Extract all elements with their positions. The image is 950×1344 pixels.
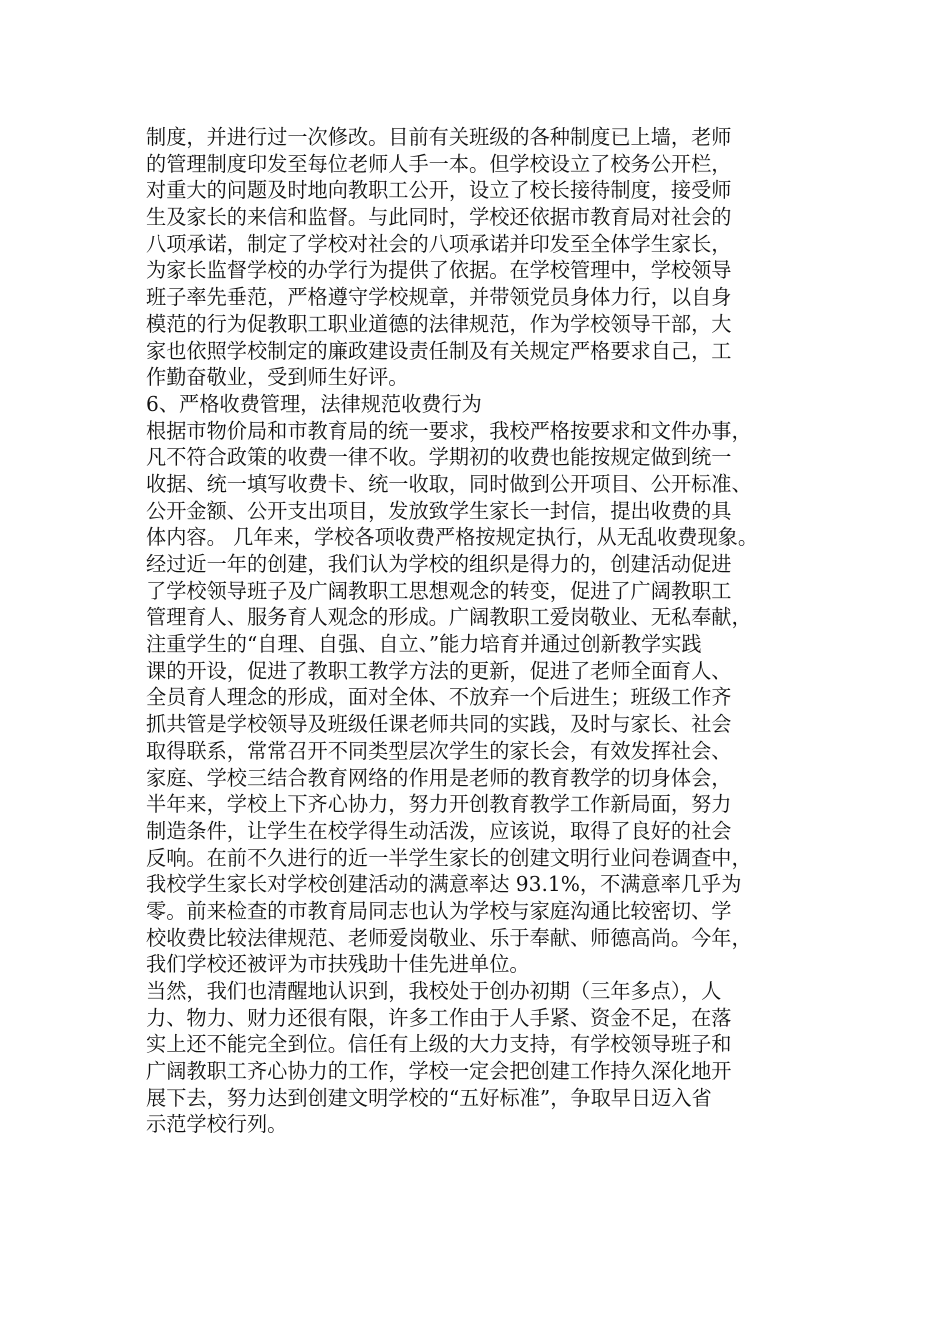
text-line: 反响。在前不久进行的近一半学生家长的创建文明行业问卷调查中， — [146, 845, 752, 870]
text-line: 对重大的问题及时地向教职工公开，设立了校长接待制度，接受师 — [146, 178, 732, 203]
text-line: 管理育人、服务育人观念的形成。广阔教职工爱岗敬业、无私奉献， — [146, 605, 752, 630]
text-line: 示范学校行列。 — [146, 1112, 288, 1137]
text-line: 我校学生家长对学校创建活动的满意率达 93.1%，不满意率几乎为 — [146, 872, 742, 897]
text-line: 校收费比较法律规范、老师爱岗敬业、乐于奉献、师德高尚。今年， — [146, 925, 752, 950]
text-line: 当然，我们也清醒地认识到，我校处于创办初期（三年多点），人 — [146, 979, 722, 1003]
text-line: 6、严格收费管理，法律规范收费行为 — [146, 391, 482, 416]
text-line: 体内容。 几年来，学校各项收费严格按规定执行，从无乱收费现象。 — [146, 525, 759, 550]
text-line: 为家长监督学校的办学行为提供了依据。在学校管理中，学校领导 — [146, 258, 732, 283]
text-line: 制造条件，让学生在校学得生动活泼，应该说，取得了良好的社会 — [146, 818, 732, 843]
text-line: 收据、统一填写收费卡、统一收取，同时做到公开项目、公开标准、 — [146, 471, 752, 496]
text-line: 公开金额、公开支出项目，发放致学生家长一封信，提出收费的具 — [146, 498, 732, 523]
text-line: 制度，并进行过一次修改。目前有关班级的各种制度已上墙，老师 — [146, 125, 732, 149]
text-line: 经过近一年的创建，我们认为学校的组织是得力的，创建活动促进 — [146, 552, 732, 576]
text-line: 广阔教职工齐心协力的工作，学校一定会把创建工作持久深化地开 — [146, 1059, 732, 1084]
text-line: 作勤奋敬业，受到师生好评。 — [146, 365, 409, 390]
text-line: 班子率先垂范，严格遵守学校规章，并带领党员身体力行，以自身 — [146, 285, 732, 310]
text-line: 抓共管是学校领导及班级任课老师共同的实践，及时与家长、社会 — [146, 712, 732, 737]
text-line: 了学校领导班子及广阔教职工思想观念的转变，促进了广阔教职工 — [146, 578, 732, 603]
text-line: 零。前来检查的市教育局同志也认为学校与家庭沟通比较密切、学 — [146, 898, 732, 923]
text-line: 八项承诺，制定了学校对社会的八项承诺并印发至全体学生家长， — [146, 231, 732, 256]
text-line: 模范的行为促教职工职业道德的法律规范，作为学校领导干部，大 — [146, 311, 732, 336]
text-line: 家庭、学校三结合教育网络的作用是老师的教育教学的切身体会， — [146, 765, 732, 790]
text-line: 展下去，努力达到创建文明学校的“五好标准”，争取早日迈入省 — [146, 1085, 712, 1110]
text-line: 课的开设，促进了教职工教学方法的更新，促进了老师全面育人、 — [146, 658, 732, 683]
text-line: 家也依照学校制定的廉政建设责任制及有关规定严格要求自己，工 — [146, 338, 732, 363]
text-line: 根据市物价局和市教育局的统一要求，我校严格按要求和文件办事， — [146, 418, 752, 443]
document-body — [146, 124, 826, 1138]
text-line: 全员育人理念的形成，面对全体、不放弃一个后进生；班级工作齐 — [146, 685, 732, 710]
text-line: 我们学校还被评为市扶残助十佳先进单位。 — [146, 952, 530, 977]
text-line: 生及家长的来信和监督。与此同时，学校还依据市教育局对社会的 — [146, 205, 732, 230]
text-line: 注重学生的“自理、自强、自立、”能力培育并通过创新教学实践 — [146, 632, 702, 657]
text-line: 的管理制度印发至每位老师人手一本。但学校设立了校务公开栏， — [146, 151, 732, 176]
text-line: 取得联系，常常召开不同类型层次学生的家长会，有效发挥社会、 — [146, 738, 732, 763]
text-line: 凡不符合政策的收费一律不收。学期初的收费也能按规定做到统一 — [146, 445, 732, 470]
text-line: 实上还不能完全到位。信任有上级的大力支持，有学校领导班子和 — [146, 1032, 732, 1057]
text-line: 力、物力、财力还很有限，许多工作由于人手紧、资金不足，在落 — [146, 1005, 732, 1030]
text-line: 半年来，学校上下齐心协力，努力开创教育教学工作新局面，努力 — [146, 792, 732, 817]
